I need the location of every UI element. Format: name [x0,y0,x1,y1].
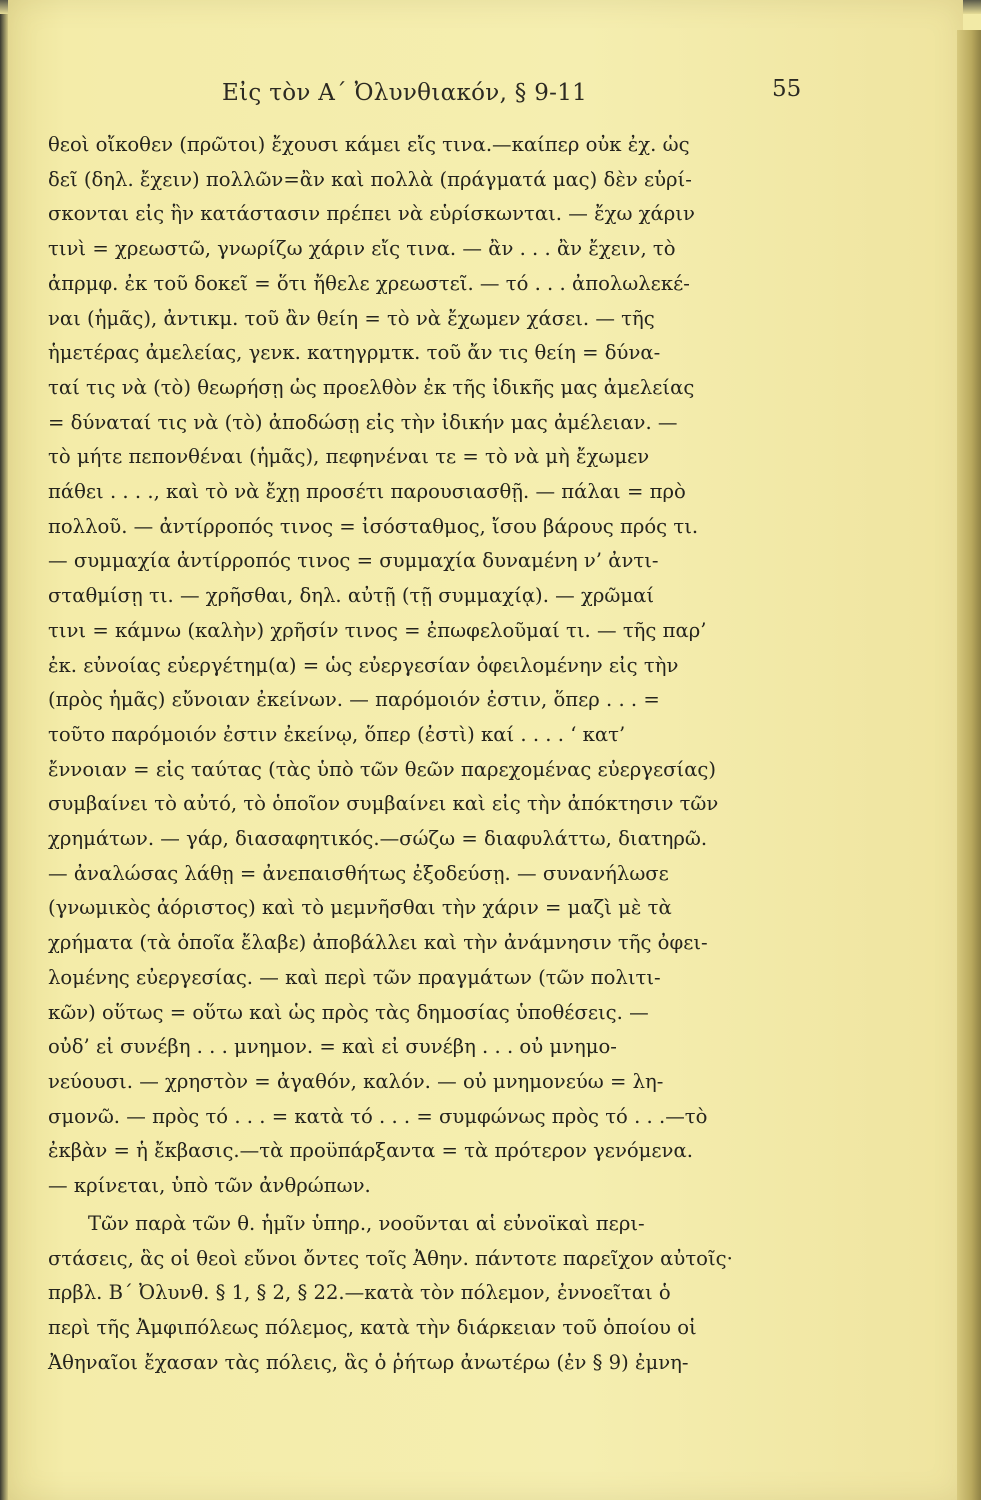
text-line: τινι = κάμνω (καλὴν) χρῆσίν τινος = ἐπωφελοῦμαί τι. — τῆς παρ’ [48,618,707,642]
text-line: ταί τις νὰ (τὸ) θεωρήσῃ ὡς προελθὸν ἐκ τῆς ἰδικῆς μας ἀμελείας [48,375,695,399]
text-line: πολλοῦ. — ἀντίρροπός τινος = ἰσόσταθμος, ἴσου βάρους πρός τι. [48,514,699,538]
page-fore-edge [957,30,981,1500]
text-line: — ἀναλώσας λάθῃ = ἀνεπαισθήτως ἐξοδεύσῃ. — συνανήλωσε [48,861,669,885]
text-line: πάθει . . . ., καὶ τὸ νὰ ἔχῃ προσέτι παρουσιασθῇ. — πάλαι = πρὸ [48,480,686,504]
text-line: πρβλ. Β΄ Ὀλυνθ. § 1, § 2, § 22.—κατὰ τὸν πόλεμον, ἐννοεῖται ὁ [48,1281,671,1305]
text-line: οὐδ’ εἰ συνέβη . . . μνημον. = καὶ εἰ συνέβη . . . οὐ μνημο- [48,1035,617,1059]
text-line: λομένης εὐεργεσίας. — καὶ περὶ τῶν πραγμάτων (τῶν πολιτι- [48,965,661,989]
text-line: σταθμίσῃ τι. — χρῆσθαι, δηλ. αὐτῇ (τῇ συμμαχίᾳ). — χρῶμαί [48,584,654,608]
text-line: τινὶ = χρεωστῶ, γνωρίζω χάριν εἴς τινα. — ἂν . . . ἂν ἔχειν, τὸ [48,237,676,261]
text-line: ναι (ἡμᾶς), ἀντικμ. τοῦ ἂν θείη = τὸ νὰ ἔχωμεν χάσει. — τῆς [48,306,655,330]
text-line: ἡμετέρας ἀμελείας, γενκ. κατηγρμτκ. τοῦ ἄν τις θείη = δύνα- [48,341,661,365]
text-line: ἔννοιαν = εἰς ταύτας (τὰς ὑπὸ τῶν θεῶν παρεχομένας εὐεργεσίας) [48,757,717,781]
commentary-text [48,128,838,1380]
text-line: Ἀθηναῖοι ἔχασαν τὰς πόλεις, ἃς ὁ ῥήτωρ ἀνωτέρω (ἐν § 9) ἐμνη- [48,1350,689,1374]
text-line: τοῦτο παρόμοιόν ἐστιν ἐκείνῳ, ὅπερ (ἐστὶ) καί . . . . ‘ κατ’ [48,722,626,746]
text-line: (πρὸς ἡμᾶς) εὔνοιαν ἐκείνων. — παρόμοιόν ἐστιν, ὅπερ . . . = [48,688,660,712]
text-line: (γνωμικὸς ἀόριστος) καὶ τὸ μεμνῆσθαι τὴν χάριν = μαζὶ μὲ τὰ [48,896,672,920]
running-head: Εἰς τὸν Α΄ Ὀλυνθιακόν, § 9-11 [222,80,588,106]
paragraph-start-line: Τῶν παρὰ τῶν θ. ἡμῖν ὑπηρ., νοοῦνται αἱ εὐνοϊκαὶ περι- [88,1211,645,1235]
text-line: = δύναταί τις νὰ (τὸ) ἀποδώσῃ εἰς τὴν ἰδικήν μας ἀμέλειαν. — [48,410,678,434]
text-line: — συμμαχία ἀντίρροπός τινος = συμμαχία δυναμένη ν’ ἀντι- [48,549,659,573]
page-number: 55 [772,76,802,102]
text-line: συμβαίνει τὸ αὐτό, τὸ ὁποῖον συμβαίνει καὶ εἰς τὴν ἀπόκτησιν τῶν [48,792,719,816]
text-line: στάσεις, ἃς οἱ θεοὶ εὔνοι ὄντες τοῖς Ἀθην. πάντοτε παρεῖχον αὐτοῖς· [48,1246,733,1270]
text-line: νεύουσι. — χρηστὸν = ἀγαθόν, καλόν. — οὐ μνημονεύω = λη- [48,1069,664,1093]
text-line: ἀπρμφ. ἐκ τοῦ δοκεῖ = ὅτι ἤθελε χρεωστεῖ. — τό . . . ἀπολωλεκέ- [48,271,690,295]
text-line: — κρίνεται, ὑπὸ τῶν ἀνθρώπων. [48,1174,371,1198]
text-line: κῶν) οὕτως = οὕτω καὶ ὡς πρὸς τὰς δημοσίας ὑποθέσεις. — [48,1000,649,1024]
text-line: θεοὶ οἴκοθεν (πρῶτοι) ἔχουσι κάμει εἴς τινα.—καίπερ οὐκ ἐχ. ὡς [48,133,690,156]
text-line: χρημάτων. — γάρ, διασαφητικός.—σώζω = διαφυλάττω, διατηρῶ. [48,827,708,851]
text-line: ἐκβὰν = ἡ ἔκβασις.—τὰ προϋπάρξαντα = τὰ πρότερον γενόμενα. [48,1139,693,1163]
text-line: σμονῶ. — πρὸς τό . . . = κατὰ τό . . . = συμφώνως πρὸς τό . . .—τὸ [48,1104,708,1128]
text-line: τὸ μήτε πεπονθέναι (ἡμᾶς), πεφηνέναι τε = τὸ νὰ μὴ ἔχωμεν [48,445,650,469]
text-line: ἐκ. εὐνοίας εὐεργέτημ(α) = ὡς εὐεργεσίαν ὀφειλομένην εἰς τὴν [48,653,679,677]
page-left-edge [0,0,8,1500]
text-line: περὶ τῆς Ἀμφιπόλεως πόλεμος, κατὰ τὴν διάρκειαν τοῦ ὁποίου οἱ [48,1315,697,1339]
text-line: σκονται εἰς ἣν κατάστασιν πρέπει νὰ εὑρίσκωνται. — ἔχω χάριν [48,202,695,226]
text-line: δεῖ (δηλ. ἔχειν) πολλῶν=ἂν καὶ πολλὰ (πράγματά μας) δὲν εὑρί- [48,167,692,191]
text-line: χρήματα (τὰ ὁποῖα ἔλαβε) ἀποβάλλει καὶ τὴν ἀνάμνησιν τῆς ὀφει- [48,931,708,955]
